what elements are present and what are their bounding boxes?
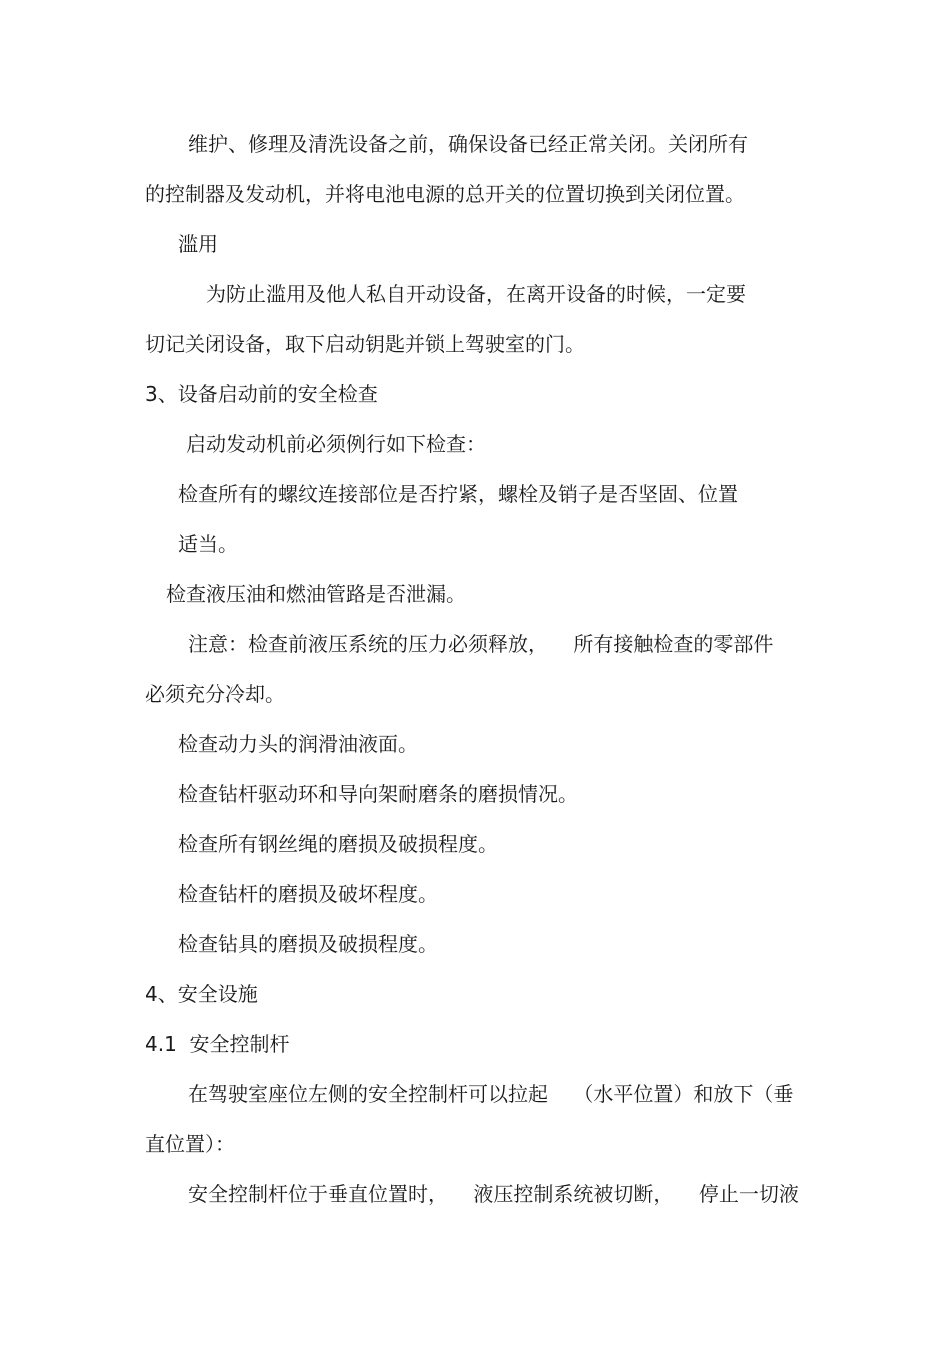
note-line: 注意：检查前液压系统的压力必须释放， 所有接触检查的零部件 xyxy=(188,632,774,656)
list-item: 检查钻杆驱动环和导向架耐磨条的磨损情况。 xyxy=(178,782,578,806)
section-heading: 4、安全设施 xyxy=(145,982,258,1006)
list-item: 检查液压油和燃油管路是否泄漏。 xyxy=(166,582,466,606)
paragraph-line: 启动发动机前必须例行如下检查： xyxy=(186,432,486,456)
list-item: 检查钻杆的磨损及破坏程度。 xyxy=(178,882,438,906)
list-item: 检查动力头的润滑油液面。 xyxy=(178,732,418,756)
paragraph-line: 安全控制杆位于垂直位置时， 液压控制系统被切断， 停止一切液 xyxy=(188,1182,799,1206)
paragraph-line: 切记关闭设备，取下启动钥匙并锁上驾驶室的门。 xyxy=(145,332,585,356)
section-heading: 3、设备启动前的安全检查 xyxy=(145,382,378,406)
paragraph-line: 直位置）： xyxy=(145,1132,235,1156)
list-item: 检查所有钢丝绳的磨损及破损程度。 xyxy=(178,832,498,856)
paragraph-line: 在驾驶室座位左侧的安全控制杆可以拉起 （水平位置）和放下（垂 xyxy=(188,1082,794,1106)
paragraph-line: 为防止滥用及他人私自开动设备，在离开设备的时候，一定要 xyxy=(206,282,746,306)
list-item: 检查钻具的磨损及破损程度。 xyxy=(178,932,438,956)
subsection-heading: 4.1 安全控制杆 xyxy=(145,1032,290,1056)
list-item: 适当。 xyxy=(178,532,238,556)
section-heading: 滥用 xyxy=(178,232,218,256)
paragraph-line: 的控制器及发动机，并将电池电源的总开关的位置切换到关闭位置。 xyxy=(145,182,745,206)
list-item: 检查所有的螺纹连接部位是否拧紧，螺栓及销子是否坚固、位置 xyxy=(178,482,738,506)
note-line: 必须充分冷却。 xyxy=(145,682,285,706)
paragraph-line: 维护、修理及清洗设备之前，确保设备已经正常关闭。关闭所有 xyxy=(188,132,748,156)
